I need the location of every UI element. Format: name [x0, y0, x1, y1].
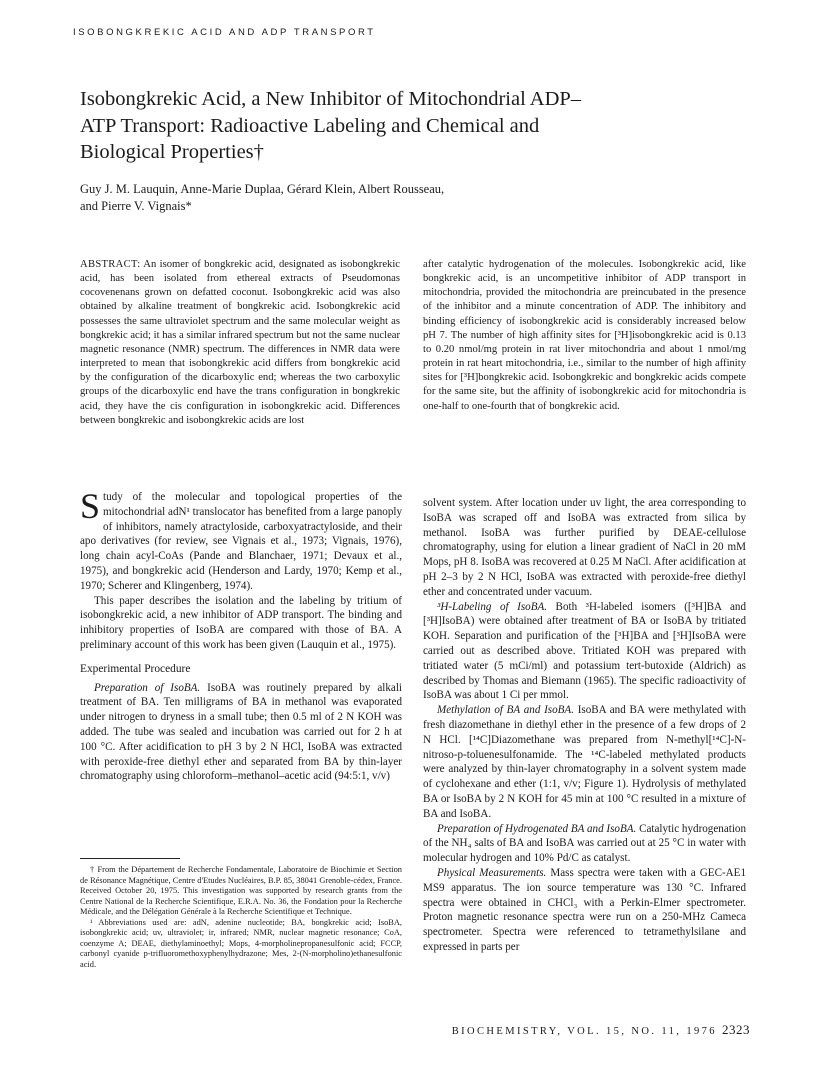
- hydrogenation-text: Catalytic hydrogenation of the NH₄ salts of BA and IsoBA was carried out at 25 °C in water with molecular hydrogen and 10% Pd/C as catalyst.: [423, 822, 747, 865]
- prep-paragraph: [80, 681, 402, 785]
- methylation-text: IsoBA and BA were methylated with fresh diazomethane in diethyl ether in the presence of a few drops of 2 N HCl. [¹⁴C]Diazomethane was prepared from N-methyl[¹⁴C]-N-nitroso-p-toluenesulfonamide. The ¹⁴C-labeled methylated products were analyzed by thin-layer chromatography in a solvent system made of cyclohexane and ether (1:1, v/v; Figure 1). Hydrolysis of methylated BA or IsoBA by 2 N KOH for 45 min at 100 °C resulted in a mixture of BA and IsoBA.: [423, 704, 746, 820]
- labeling-heading: ³H-Labeling of IsoBA.: [437, 600, 548, 613]
- abstract-column-2: [423, 258, 746, 414]
- intro-paragraph: [80, 486, 402, 594]
- journal-citation: BIOCHEMISTRY, VOL. 15, NO. 11, 1976: [451, 1026, 717, 1037]
- methylation-heading: Methylation of BA and IsoBA.: [437, 704, 574, 717]
- abstract-label: ABSTRACT:: [80, 259, 141, 270]
- page-number: 2323: [722, 1022, 750, 1037]
- prep-text: IsoBA was routinely prepared by alkali treatment of BA. Ten milligrams of BA in methanol was evaporated under nitrogen to dryness in a small tube; then 0.5 ml of 2 N KOH was added. The tube was sealed and incubation was carried out for 2 h at 100 °C. After acidification to pH 3 by 2 N HCl, IsoBA was extracted with peroxide-free diethyl ether and separated from BA by thin-layer chromatography using chloroform–methanol–acetic acid (94:5:1, v/v): [80, 681, 402, 783]
- methylation-paragraph: [423, 703, 746, 821]
- hydrogenation-paragraph: [423, 822, 746, 866]
- physical-text: Mass spectra were taken with a GEC-AE1 MS9 apparatus. The ion source temperature was 130 °C. Infrared spectra were obtained in CHCl₃ with a Perkin-Elmer spectrometer. Proton magnetic resonance spectra were run on a 250-MHz Cameca spectrometer. Spectra were referenced to tetramethylsilane and expressed in parts per: [423, 866, 746, 953]
- abstract-text-1: An isomer of bongkrekic acid, designated as isobongkrekic acid, has been isolated from ethereal extracts of Pseudomonas cocovenenans grown on defatted coconut. Isobongkrekic acid was also obtained by alkaline treatment of bongkrekic acid. Isobongkrekic acid possesses the same ultraviolet spectrum and the same molecular weight as bongkrekic acid; it has a similar infrared spectrum but not the same nuclear magnetic resonance (NMR) spectrum. The differences in NMR data were interpreted to mean that isobongkrekic acid differs from bongkrekic acid by the configuration of the dicarboxylic end; whereas the two carboxylic groups of the dicarboxylic end have the trans configuration in bongkrekic acid, they have the cis configuration in isobongkrekic acid. Differences between bongkrekic and isobongkrekic acids are lost: [80, 259, 400, 426]
- footnote-abbreviations: ¹ Abbreviations used are: adN, adenine nucleotide; BA, bongkrekic acid; IsoBA, isobongkrekic acid; uv, ultraviolet; ir, infrared; NMR, nuclear magnetic resonance; CoA, coenzyme A; DEAE, diethylaminoethyl; Mops, 4-morpholinepropanesulfonic acid; FCCP, carbonyl cyanide p-trifluoromethoxyphenylhydrazone; Mes, 2-(N-morpholino)ethanesulfonic acid.: [80, 917, 402, 969]
- footnote-affiliation: † From the Département de Recherche Fondamentale, Laboratoire de Biochimie et Section de Résonance Magnétique, Centre d'Etudes Nucléaires, B.P. 85, 38041 Grenoble-cédex, France. Received October 20, 1975. This investigation was supported by research grants from the Centre National de la Recherche Scientifique, E.R.A. No. 36, the Fondation pour la Recherche Médicale, and the Délégation Générale à la Recherche Scientifique et Technique.: [80, 865, 402, 917]
- intro-text: tudy of the molecular and topological properties of the mitochondrial adN¹ translocator has benefited from a large panoply of inhibitors, namely atractyloside, carboxyatractyloside, and their apo derivatives (for review, see Vignais et al., 1973; Vignais, 1976), long chain acyl-CoAs (Pande and Blanchaer, 1971; Devaux et al., 1975), and bongkrekic acid (Henderson and Lardy, 1970; Kemp et al., 1970; Scherer and Klingenberg, 1974).: [80, 491, 402, 592]
- paragraph-2: This paper describes the isolation and the labeling by tritium of isobongkrekic acid, a new inhibitor of ADP transport. The binding and inhibitory properties of IsoBA are compared with those of BA. A preliminary account of this work has been given (Lauquin et al., 1975).: [80, 594, 402, 651]
- hydrogenation-heading: Preparation of Hydrogenated BA and IsoBA.: [437, 822, 637, 835]
- body-column-right: [423, 496, 746, 955]
- footnote-divider: [80, 858, 180, 859]
- running-header: ISOBONGKREKIC ACID AND ADP TRANSPORT: [73, 27, 376, 38]
- prep-heading: Preparation of IsoBA.: [94, 681, 201, 694]
- labeling-text: Both ³H-labeled isomers ([³H]BA and [³H]IsoBA) were obtained after treatment of BA or IsoBA by tritiated KOH. Separation and purification of the [³H]BA and [³H]IsoBA were carried out as described above. Tritiated KOH was prepared with tritiated water (5 mCi/ml) and potassium tert-butoxide (Aldrich) as described by Thomas and Biemann (1965). The specific radioactivity of IsoBA was about 1 Ci per mmol.: [423, 600, 746, 702]
- labeling-paragraph: [423, 600, 746, 704]
- drop-cap: S: [80, 486, 101, 526]
- abstract-text-2: after catalytic hydrogenation of the molecules. Isobongkrekic acid, like bongkrekic acid, is an uncompetitive inhibitor of ADP transport in mitochondria, provided the mitochondria are preincubated in the presence of the inhibitor and a minute concentration of ADP. The inhibitory and binding efficiency of isobongkrekic acid is considerably increased below pH 7. The number of high affinity sites for [³H]isobongkrekic acid is 0.13 to 0.20 nmol/mg protein in rat liver mitochondria and about 1 nmol/mg protein in rat heart mitochondria, i.e., similar to the number of high affinity sites for [³H]bongkrekic acid. Isobongkrekic and bongkrekic acids compete for the same site, but the affinity of isobongkrekic acid for mitochondria is one-half to one-fourth that of bongkrekic acid.: [423, 259, 746, 412]
- physical-paragraph: [423, 866, 746, 955]
- section-heading: Experimental Procedure: [80, 662, 191, 675]
- footnotes: [80, 865, 402, 970]
- right-paragraph-1: solvent system. After location under uv light, the area corresponding to IsoBA was scraped off and IsoBA was extracted from silica by methanol. IsoBA was further purified by DEAE-cellulose chromatography, using for elution a linear gradient of NaCl in 20 mM Mops, pH 8. IsoBA was recovered at 0.25 M NaCl. After acidification at pH 2–3 by 2 N HCl, IsoBA was extracted with peroxide-free diethyl ether and concentrated under vacuum.: [423, 497, 746, 598]
- author-list: Guy J. M. Lauquin, Anne-Marie Duplaa, Gérard Klein, Albert Rousseau, and Pierre V. Vignais*: [80, 182, 445, 213]
- body-column-left: [80, 486, 402, 784]
- abstract-column-1: [80, 258, 400, 428]
- page-footer: [420, 1022, 750, 1038]
- article-title: Isobongkrekic Acid, a New Inhibitor of Mitochondrial ADP–ATP Transport: Radioactive Labeling and Chemical and Biological Properties†: [80, 88, 582, 163]
- physical-heading: Physical Measurements.: [437, 866, 547, 879]
